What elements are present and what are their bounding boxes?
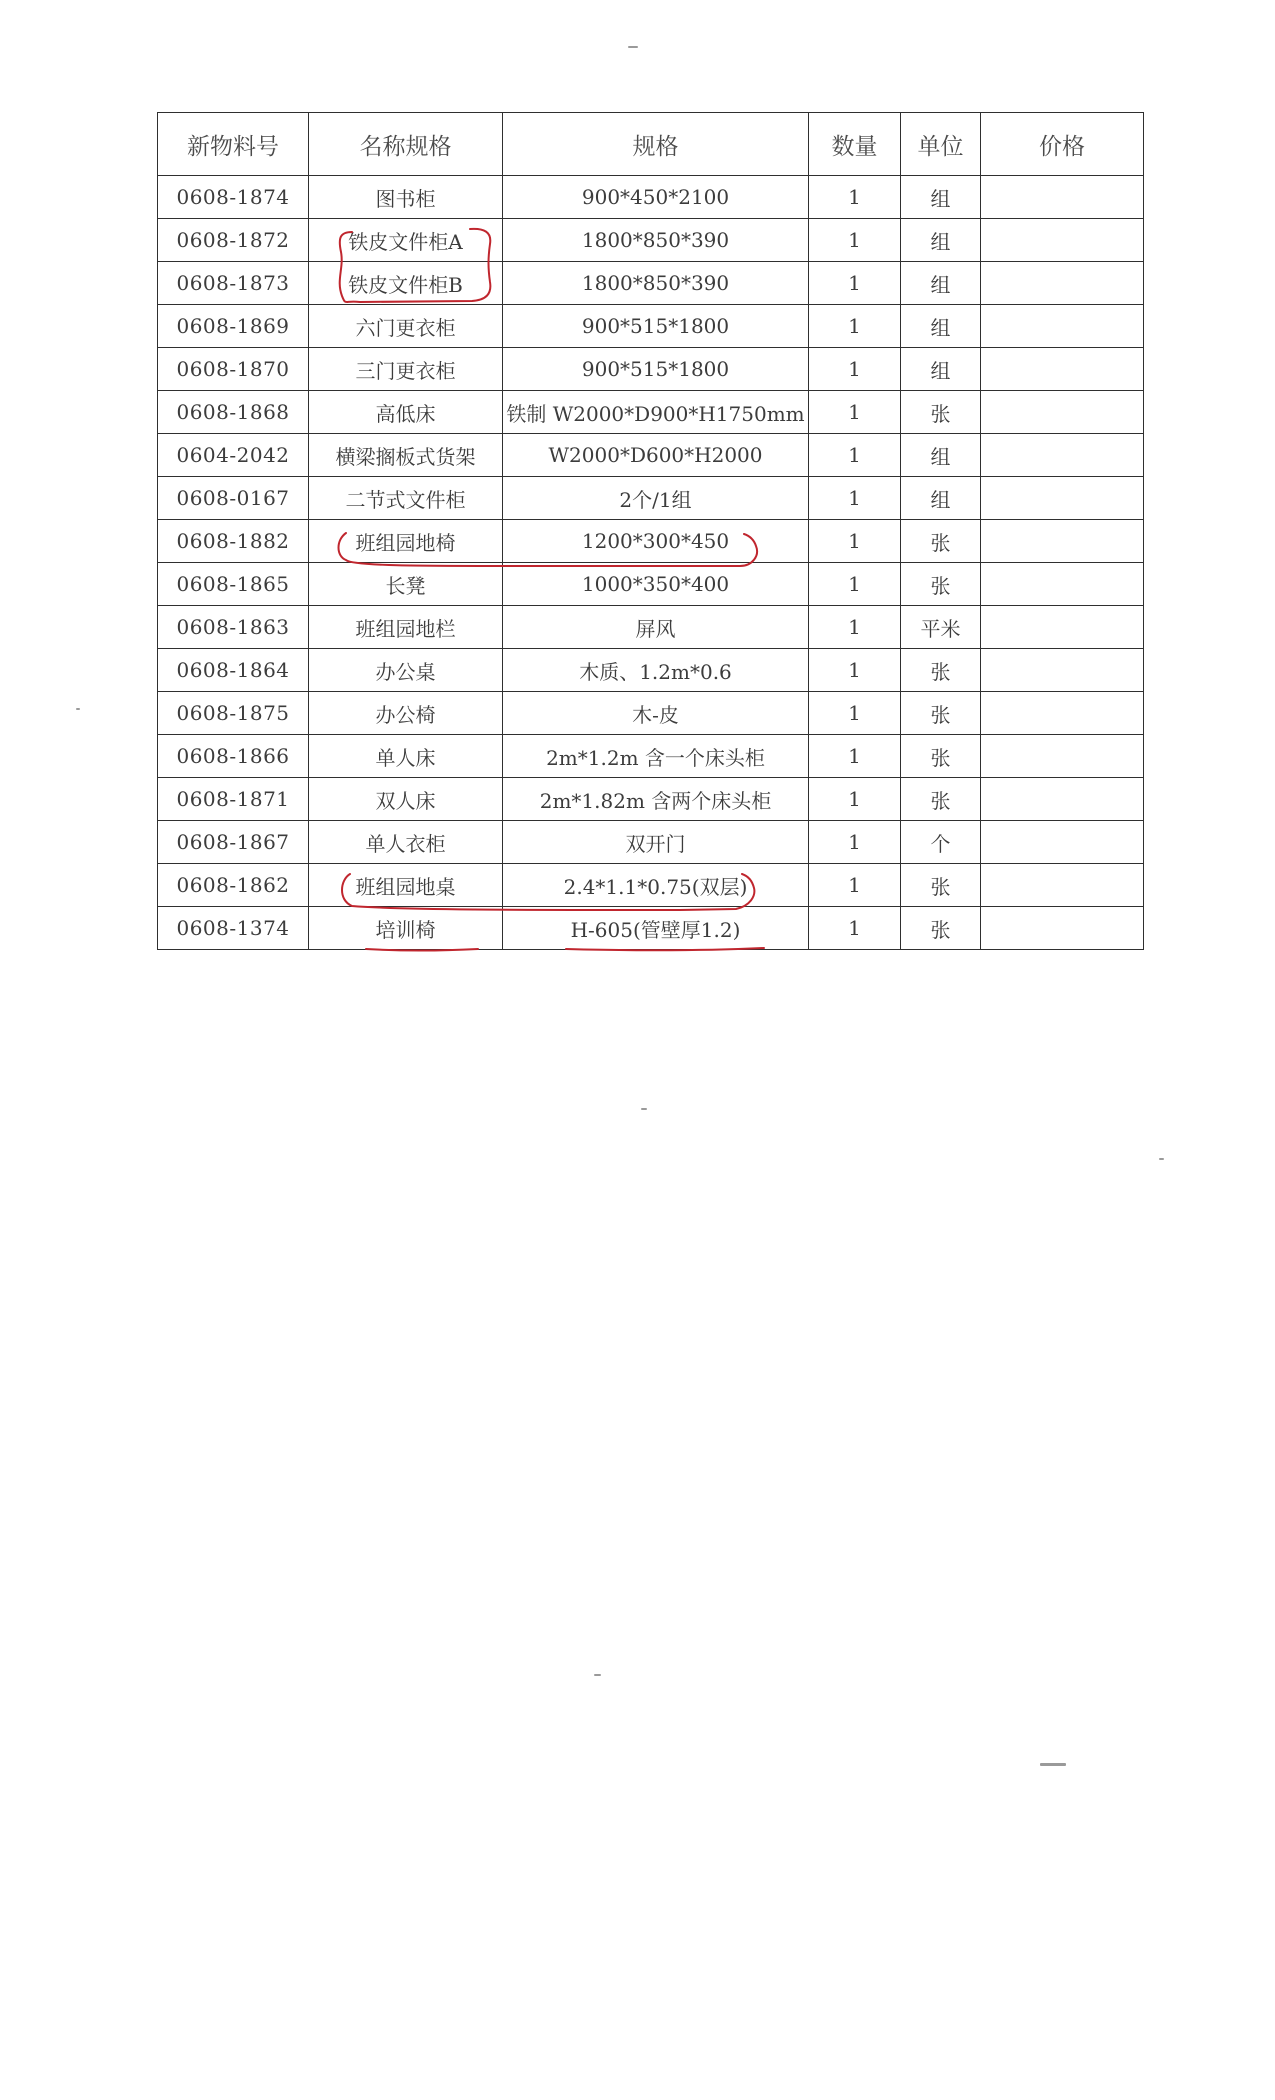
cell-price <box>981 649 1144 692</box>
cell-quantity: 1 <box>809 262 901 305</box>
cell-material-code: 0608-1870 <box>158 348 309 391</box>
cell-material-code: 0608-1863 <box>158 606 309 649</box>
table-row <box>158 520 1144 563</box>
cell-quantity: 1 <box>809 434 901 477</box>
scan-speck <box>594 1674 601 1676</box>
cell-unit: 组 <box>901 477 981 520</box>
cell-name: 三门更衣柜 <box>309 348 503 391</box>
scan-speck <box>1040 1763 1066 1766</box>
cell-unit: 组 <box>901 219 981 262</box>
cell-material-code: 0608-1872 <box>158 219 309 262</box>
cell-price <box>981 520 1144 563</box>
cell-name: 单人衣柜 <box>309 821 503 864</box>
cell-spec: 屏风 <box>503 606 809 649</box>
header-unit: 单位 <box>901 113 981 176</box>
header-material-code: 新物料号 <box>158 113 309 176</box>
cell-quantity: 1 <box>809 520 901 563</box>
cell-unit: 个 <box>901 821 981 864</box>
cell-price <box>981 262 1144 305</box>
cell-unit: 张 <box>901 563 981 606</box>
table-row <box>158 606 1144 649</box>
table-row <box>158 907 1144 950</box>
cell-spec: 1000*350*400 <box>503 563 809 606</box>
cell-material-code: 0608-1866 <box>158 735 309 778</box>
cell-name: 双人床 <box>309 778 503 821</box>
table-row <box>158 821 1144 864</box>
cell-price <box>981 864 1144 907</box>
cell-quantity: 1 <box>809 864 901 907</box>
cell-spec: 1800*850*390 <box>503 219 809 262</box>
scan-speck <box>76 708 80 710</box>
cell-quantity: 1 <box>809 391 901 434</box>
cell-quantity: 1 <box>809 219 901 262</box>
cell-quantity: 1 <box>809 348 901 391</box>
cell-price <box>981 219 1144 262</box>
cell-name: 二节式文件柜 <box>309 477 503 520</box>
cell-quantity: 1 <box>809 477 901 520</box>
cell-spec: H-605(管壁厚1.2) <box>503 907 809 950</box>
cell-price <box>981 434 1144 477</box>
cell-price <box>981 563 1144 606</box>
cell-unit: 组 <box>901 434 981 477</box>
cell-name: 铁皮文件柜B <box>309 262 503 305</box>
cell-spec: 1200*300*450 <box>503 520 809 563</box>
cell-spec: 2.4*1.1*0.75(双层) <box>503 864 809 907</box>
cell-price <box>981 821 1144 864</box>
cell-material-code: 0604-2042 <box>158 434 309 477</box>
cell-quantity: 1 <box>809 563 901 606</box>
scan-speck <box>641 1108 647 1110</box>
cell-spec: 铁制 W2000*D900*H1750mm <box>503 391 809 434</box>
header-spec: 规格 <box>503 113 809 176</box>
cell-name: 六门更衣柜 <box>309 305 503 348</box>
cell-name: 横梁搁板式货架 <box>309 434 503 477</box>
cell-name: 单人床 <box>309 735 503 778</box>
cell-unit: 张 <box>901 391 981 434</box>
cell-spec: 900*515*1800 <box>503 305 809 348</box>
cell-name: 图书柜 <box>309 176 503 219</box>
cell-price <box>981 477 1144 520</box>
cell-name: 班组园地椅 <box>309 520 503 563</box>
cell-spec: 木-皮 <box>503 692 809 735</box>
cell-material-code: 0608-1867 <box>158 821 309 864</box>
cell-price <box>981 176 1144 219</box>
table-row <box>158 434 1144 477</box>
cell-unit: 组 <box>901 262 981 305</box>
cell-unit: 组 <box>901 176 981 219</box>
cell-material-code: 0608-1874 <box>158 176 309 219</box>
cell-spec: 木质、1.2m*0.6 <box>503 649 809 692</box>
cell-unit: 张 <box>901 692 981 735</box>
table-row <box>158 735 1144 778</box>
cell-name: 高低床 <box>309 391 503 434</box>
cell-material-code: 0608-1865 <box>158 563 309 606</box>
cell-quantity: 1 <box>809 821 901 864</box>
cell-spec: 900*450*2100 <box>503 176 809 219</box>
header-quantity: 数量 <box>809 113 901 176</box>
cell-unit: 张 <box>901 520 981 563</box>
cell-material-code: 0608-1882 <box>158 520 309 563</box>
cell-spec: 900*515*1800 <box>503 348 809 391</box>
cell-material-code: 0608-1869 <box>158 305 309 348</box>
table-row <box>158 348 1144 391</box>
cell-price <box>981 692 1144 735</box>
cell-material-code: 0608-1871 <box>158 778 309 821</box>
table-row <box>158 692 1144 735</box>
cell-name: 长凳 <box>309 563 503 606</box>
cell-unit: 平米 <box>901 606 981 649</box>
cell-name: 培训椅 <box>309 907 503 950</box>
cell-spec: W2000*D600*H2000 <box>503 434 809 477</box>
table-row <box>158 176 1144 219</box>
cell-unit: 张 <box>901 649 981 692</box>
cell-quantity: 1 <box>809 735 901 778</box>
table-row <box>158 563 1144 606</box>
cell-quantity: 1 <box>809 305 901 348</box>
table-body <box>158 176 1144 950</box>
cell-unit: 张 <box>901 907 981 950</box>
cell-quantity: 1 <box>809 907 901 950</box>
header-price: 价格 <box>981 113 1144 176</box>
header-name: 名称规格 <box>309 113 503 176</box>
cell-quantity: 1 <box>809 606 901 649</box>
cell-price <box>981 735 1144 778</box>
cell-spec: 双开门 <box>503 821 809 864</box>
table-row <box>158 649 1144 692</box>
cell-price <box>981 348 1144 391</box>
cell-unit: 组 <box>901 305 981 348</box>
cell-unit: 张 <box>901 778 981 821</box>
cell-unit: 组 <box>901 348 981 391</box>
cell-material-code: 0608-1864 <box>158 649 309 692</box>
cell-material-code: 0608-1862 <box>158 864 309 907</box>
cell-quantity: 1 <box>809 649 901 692</box>
cell-name: 班组园地桌 <box>309 864 503 907</box>
cell-material-code: 0608-1374 <box>158 907 309 950</box>
table-row <box>158 305 1144 348</box>
scan-speck <box>628 46 638 48</box>
cell-material-code: 0608-1873 <box>158 262 309 305</box>
cell-quantity: 1 <box>809 692 901 735</box>
materials-table <box>157 112 1144 950</box>
table-row <box>158 262 1144 305</box>
table-row <box>158 219 1144 262</box>
cell-spec: 2m*1.2m 含一个床头柜 <box>503 735 809 778</box>
table-row <box>158 391 1144 434</box>
cell-price <box>981 391 1144 434</box>
cell-price <box>981 907 1144 950</box>
cell-spec: 1800*850*390 <box>503 262 809 305</box>
cell-unit: 张 <box>901 735 981 778</box>
cell-material-code: 0608-0167 <box>158 477 309 520</box>
scan-speck <box>1159 1158 1164 1160</box>
cell-price <box>981 778 1144 821</box>
cell-spec: 2个/1组 <box>503 477 809 520</box>
cell-quantity: 1 <box>809 778 901 821</box>
cell-unit: 张 <box>901 864 981 907</box>
cell-name: 班组园地栏 <box>309 606 503 649</box>
table-row <box>158 864 1144 907</box>
cell-name: 办公椅 <box>309 692 503 735</box>
cell-name: 办公桌 <box>309 649 503 692</box>
cell-price <box>981 305 1144 348</box>
cell-name: 铁皮文件柜A <box>309 219 503 262</box>
cell-price <box>981 606 1144 649</box>
cell-material-code: 0608-1868 <box>158 391 309 434</box>
table-row <box>158 477 1144 520</box>
cell-spec: 2m*1.82m 含两个床头柜 <box>503 778 809 821</box>
table-row <box>158 778 1144 821</box>
table-header-row <box>158 113 1144 176</box>
cell-material-code: 0608-1875 <box>158 692 309 735</box>
cell-quantity: 1 <box>809 176 901 219</box>
